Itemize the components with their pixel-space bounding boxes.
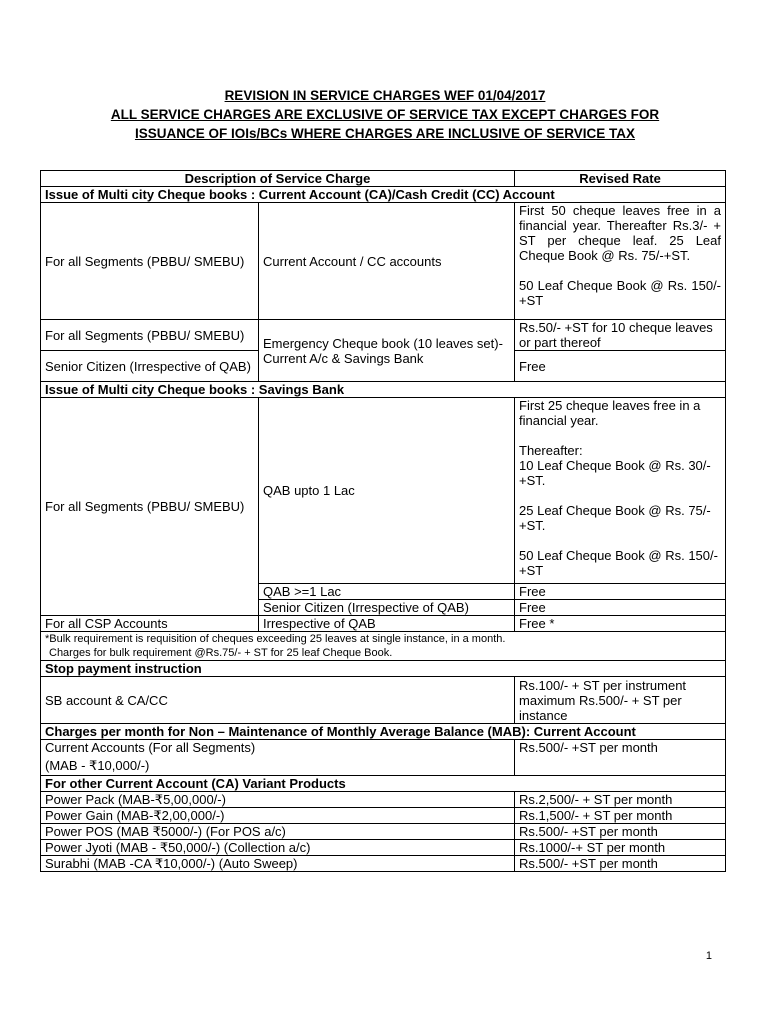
table-row [41, 398, 726, 584]
table-row [41, 203, 726, 320]
qab-cell: QAB upto 1 Lac [259, 398, 515, 584]
title-line-1: REVISION IN SERVICE CHARGES WEF 01/04/2017 [224, 88, 546, 103]
table-header-row [41, 171, 726, 187]
rate-cell: Rs.1000/-+ ST per month [515, 840, 726, 856]
variant-name-cell: Power Gain (MAB-₹2,00,000/-) [41, 808, 515, 824]
service-charges-table [40, 170, 726, 872]
table-row [41, 616, 726, 632]
rate-cell: First 50 cheque leaves free in a financial year. Thereafter Rs.3/- + ST per cheque leaf. 25 Leaf Cheque Book @ Rs. 75/-+ST. 50 Leaf Cheque Book @ Rs. 150/- +ST [515, 203, 726, 320]
title-line-2: ALL SERVICE CHARGES ARE EXCLUSIVE OF SERVICE TAX EXCEPT CHARGES FOR [110, 107, 660, 122]
mab-account-line-1: Current Accounts (For all Segments) [45, 740, 256, 755]
section-row [41, 661, 726, 677]
qab-cell: QAB >=1 Lac [259, 584, 515, 600]
variant-name-cell: Power Jyoti (MAB - ₹50,000/-) (Collection a/c) [41, 840, 515, 856]
section-mab-title: Charges per month for Non – Maintenance of Monthly Average Balance (MAB): Current Account [41, 724, 726, 740]
variant-name-cell: Power Pack (MAB-₹5,00,000/-) [41, 792, 515, 808]
bulk-note [41, 632, 726, 661]
rate-cell: First 25 cheque leaves free in a financial year. Thereafter: 10 Leaf Cheque Book @ Rs. 30/-+ST. 25 Leaf Cheque Book @ Rs. 75/-+ST. 50 Leaf Cheque Book @ Rs. 150/- +ST [515, 398, 726, 584]
rate-cell: Free [515, 584, 726, 600]
mab-account-cell [41, 740, 515, 776]
header-description: Description of Service Charge [41, 171, 515, 187]
variant-name-cell: Surabhi (MAB -CA ₹10,000/-) (Auto Sweep) [41, 856, 515, 872]
rate-cell: Rs.1,500/- + ST per month [515, 808, 726, 824]
section-row [41, 187, 726, 203]
mab-account-line-2: (MAB - ₹10,000/-) [45, 758, 150, 773]
qab-cell: Senior Citizen (Irrespective of QAB) [259, 600, 515, 616]
rate-cell: Rs.2,500/- + ST per month [515, 792, 726, 808]
section-row [41, 382, 726, 398]
table-row [41, 824, 726, 840]
rate-cell: Free [515, 600, 726, 616]
section-row [41, 724, 726, 740]
rate-cell: Free * [515, 616, 726, 632]
table-row [41, 792, 726, 808]
segment-cell: For all Segments (PBBU/ SMEBU) [41, 398, 259, 616]
section-row [41, 776, 726, 792]
table-row [41, 856, 726, 872]
section-ca-cc-title: Issue of Multi city Cheque books : Current Account (CA)/Cash Credit (CC) Account [41, 187, 726, 203]
table-row [41, 808, 726, 824]
title-line-3: ISSUANCE OF IOIs/BCs WHERE CHARGES ARE INCLUSIVE OF SERVICE TAX [134, 126, 636, 141]
stop-account-cell: SB account & CA/CC [41, 677, 515, 724]
section-variant-title: For other Current Account (CA) Variant Products [41, 776, 726, 792]
rate-cell: Rs.500/- +ST per month [515, 856, 726, 872]
section-sb-title: Issue of Multi city Cheque books : Savings Bank [41, 382, 726, 398]
table-row [41, 320, 726, 351]
page-number: 1 [705, 950, 712, 962]
rate-cell: Rs.500/- +ST per month [515, 824, 726, 840]
segment-cell: Senior Citizen (Irrespective of QAB) [41, 351, 259, 382]
rate-cell: Rs.500/- +ST per month [515, 740, 726, 776]
account-cell: Current Account / CC accounts [259, 203, 515, 320]
rate-cell: Rs.50/- +ST for 10 cheque leaves or part thereof [515, 320, 726, 351]
header-rate: Revised Rate [515, 171, 726, 187]
note-row [41, 632, 726, 661]
bulk-note-line-1: *Bulk requirement is requisition of cheques exceeding 25 leaves at single instance, in a month. [45, 633, 506, 645]
variant-name-cell: Power POS (MAB ₹5000/-) (For POS a/c) [41, 824, 515, 840]
segment-cell: For all CSP Accounts [41, 616, 259, 632]
table-row [41, 677, 726, 724]
section-stop-title: Stop payment instruction [41, 661, 726, 677]
table-row [41, 840, 726, 856]
qab-cell: Irrespective of QAB [259, 616, 515, 632]
rate-cell: Free [515, 351, 726, 382]
emergency-cheque-cell: Emergency Cheque book (10 leaves set)- Current A/c & Savings Bank [259, 320, 515, 382]
bulk-note-line-2: Charges for bulk requirement @Rs.75/- + ST for 25 leaf Cheque Book. [49, 647, 393, 659]
rate-cell: Rs.100/- + ST per instrument maximum Rs.500/- + ST per instance [515, 677, 726, 724]
table-row [41, 740, 726, 776]
segment-cell: For all Segments (PBBU/ SMEBU) [41, 320, 259, 351]
segment-cell: For all Segments (PBBU/ SMEBU) [41, 203, 259, 320]
